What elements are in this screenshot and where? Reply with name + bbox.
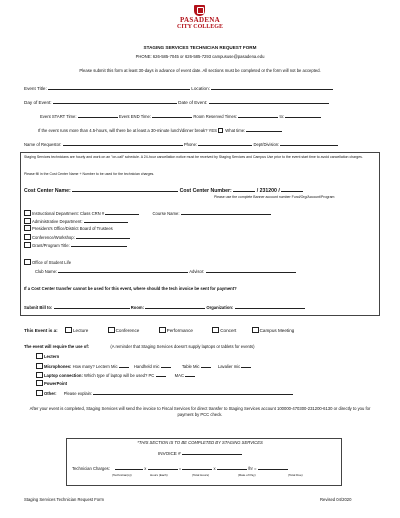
start-time-field[interactable]	[78, 112, 118, 118]
lectern-label: Lectern	[44, 354, 60, 359]
total-due-caption: (Total Due)	[288, 473, 303, 477]
lavalier-mic-field[interactable]	[241, 362, 251, 368]
what-time-field[interactable]	[246, 126, 282, 132]
date-of-event-label: Date of Event:	[178, 100, 208, 105]
end-time-field[interactable]	[152, 112, 192, 118]
room-reserved-from-field[interactable]	[238, 112, 278, 118]
grant-checkbox[interactable]	[24, 242, 31, 248]
conference-field[interactable]	[76, 233, 130, 239]
cost-center-number-label: Cost Center Number:	[179, 188, 232, 194]
lecture-label: Lecture	[72, 328, 89, 333]
cost-center-row	[24, 186, 303, 194]
microphones-checkbox[interactable]	[36, 363, 43, 369]
course-name-label: Course Name:	[152, 211, 180, 216]
college-seal-icon	[194, 5, 205, 16]
other-checkbox[interactable]	[36, 390, 43, 396]
president-label: President's Office/District Board of Trustees	[32, 226, 113, 231]
student-life-label: Office of Student Life	[32, 260, 72, 265]
submit-bill-label: Submit Bill to:	[24, 305, 53, 310]
what-time-label: What time:	[225, 128, 246, 133]
option-instructional[interactable]	[24, 209, 271, 216]
footer-left: Staging Services Technician Request Form	[24, 497, 104, 502]
rate-field[interactable]	[217, 464, 247, 470]
total-hours-field[interactable]	[182, 464, 212, 470]
lunch-break-question: If the event runs more than 4.5-hours, will there be at least a 30-minute lunch/dinner break? YES	[38, 128, 217, 133]
times-sign-2: x	[213, 466, 216, 471]
lunch-break-row	[38, 126, 282, 133]
campus-meeting-checkbox[interactable]	[252, 327, 259, 333]
grant-field[interactable]	[71, 241, 127, 247]
submit-bill-row	[24, 303, 305, 310]
organization-field[interactable]	[235, 303, 305, 309]
logo-line1: PASADENA	[180, 16, 220, 24]
hours-each-field[interactable]	[148, 464, 178, 470]
dept-label: Dept/Division:	[253, 142, 280, 147]
invoice-row	[0, 449, 400, 456]
lavalier-mic-label: Lavalier mic	[217, 364, 241, 369]
staff-section-box	[66, 438, 342, 486]
administrative-label: Administrative Department:	[32, 219, 83, 224]
laptop-reminder: (A reminder that Staging Services doesn't supply laptops or tablets for events)	[110, 344, 255, 349]
lectern-mic-field[interactable]	[119, 362, 129, 368]
equipment-heading-row	[24, 344, 255, 349]
laptop-label: Laptop connection:	[44, 373, 83, 378]
after-event-note: After your event is completed, Staging Services will send the invoice to Fiscal Services for direct transfer to Staging Services account 100000-470300-231200-6130 or directly to you for payment by PCC check.	[29, 406, 371, 417]
cost-center-program-field[interactable]	[281, 186, 303, 192]
location-label: Location:	[191, 86, 210, 91]
option-conference[interactable]	[24, 233, 130, 240]
club-name-label: Club Name:	[35, 269, 58, 274]
times-sign-1: x	[144, 466, 147, 471]
concert-checkbox[interactable]	[212, 327, 219, 333]
handheld-mic-label: Handheld mic	[133, 364, 160, 369]
total-due-field[interactable]	[258, 464, 288, 470]
table-mic-field[interactable]	[201, 362, 211, 368]
requestor-row	[24, 140, 338, 147]
organization-label: Organization:	[206, 305, 234, 310]
other-row	[36, 389, 293, 396]
other-explain-label: Please explain:	[63, 391, 93, 396]
instructional-checkbox[interactable]	[24, 210, 31, 216]
option-student-life[interactable]	[24, 259, 71, 265]
room-reserved-label: Room Reserved Times:	[193, 114, 238, 119]
course-name-field[interactable]	[181, 209, 271, 215]
conference-type-checkbox[interactable]	[108, 327, 115, 333]
administrative-field[interactable]	[84, 217, 128, 223]
powerpoint-checkbox[interactable]	[36, 380, 43, 386]
laptop-row	[36, 371, 195, 378]
lunch-yes-checkbox[interactable]	[218, 128, 223, 133]
rate-caption: (Rate of Pay)	[238, 473, 256, 477]
microphones-row	[36, 362, 251, 369]
conference-checkbox[interactable]	[24, 234, 31, 240]
lectern-row[interactable]	[36, 353, 59, 359]
class-crn-field[interactable]	[105, 209, 139, 215]
submit-bill-field[interactable]	[54, 303, 130, 309]
lectern-checkbox[interactable]	[36, 353, 43, 359]
performance-checkbox[interactable]	[159, 327, 166, 333]
laptop-type-label: Which type of laptop will be used? PC	[84, 373, 155, 378]
powerpoint-label: PowerPoint	[44, 381, 68, 386]
grant-label: Grant/Program Title:	[32, 243, 70, 248]
per-hour-label: /hr =	[247, 466, 257, 471]
equals-sign-1: =	[178, 466, 182, 471]
conference-type-label: Conference	[115, 328, 140, 333]
other-label: Other:	[44, 391, 57, 396]
technicians-field[interactable]	[115, 464, 143, 470]
location-field[interactable]	[211, 84, 333, 90]
footer-right: Revised 04/2020	[320, 497, 352, 502]
laptop-checkbox[interactable]	[36, 372, 43, 378]
lectern-mic-label: How many? Lectern Mic	[72, 364, 118, 369]
option-grant[interactable]	[24, 241, 127, 248]
cost-center-name-field[interactable]	[72, 186, 178, 192]
phone-field[interactable]	[198, 140, 252, 146]
table-mic-label: Table Mic	[181, 364, 200, 369]
room-label: Room:	[130, 305, 144, 310]
form-title: STAGING SERVICES TECHNICIAN REQUEST FORM	[143, 45, 257, 50]
club-row	[35, 267, 296, 274]
lecture-checkbox[interactable]	[65, 327, 72, 333]
advisor-label: Advisor:	[189, 269, 205, 274]
cost-center-account-value: / 231200 /	[256, 188, 280, 194]
mac-label: MAC	[174, 373, 184, 378]
hours-each-caption: Hours (Each)	[150, 473, 168, 477]
date-of-event-field[interactable]	[209, 98, 329, 104]
total-hours-caption: (Total Hours)	[192, 473, 210, 477]
option-president[interactable]	[24, 225, 113, 231]
option-administrative[interactable]	[24, 217, 128, 224]
event-type-row	[24, 327, 294, 333]
invoice-label: INVOICE #	[157, 451, 181, 456]
room-reserved-to-field[interactable]	[285, 112, 321, 118]
mac-field[interactable]	[185, 371, 195, 377]
instructional-label: Instructional Department: Class CRN #	[32, 211, 105, 216]
fill-note: Please fill in the Cost Center Name + Number to be used for the technician charges.	[24, 172, 155, 176]
end-time-label: Event END Time:	[118, 114, 152, 119]
microphones-label: Microphones:	[44, 364, 72, 369]
equipment-label: The event will require the use of:	[24, 344, 90, 349]
bill-question: If a Cost Center transfer cannot be used for this event, where should the tech invoice be sent for payment?	[24, 286, 237, 291]
technicians-caption: (Technician(s))	[112, 473, 132, 477]
charges-row	[72, 464, 288, 471]
pc-field[interactable]	[156, 371, 166, 377]
cost-center-name-label: Cost Center Name:	[24, 188, 71, 194]
event-title-field[interactable]	[48, 84, 190, 90]
room-field[interactable]	[145, 303, 205, 309]
concert-label: Concert	[220, 328, 237, 333]
president-checkbox[interactable]	[24, 225, 31, 231]
performance-label: Performance	[166, 328, 193, 333]
advisor-field[interactable]	[206, 267, 296, 273]
invoice-field[interactable]	[182, 449, 242, 455]
charges-label: Technician Charges:	[72, 466, 110, 471]
event-times-row	[40, 112, 321, 119]
start-time-label: Event START Time:	[40, 114, 77, 119]
event-title-row	[24, 84, 333, 91]
administrative-checkbox[interactable]	[24, 218, 31, 224]
banner-hint: Please use the complete Banner account number Fund/Org/Account/Program	[214, 195, 335, 199]
cost-center-fund-field[interactable]	[233, 186, 255, 192]
event-title-label: Event Title:	[24, 86, 47, 91]
event-day-row	[24, 98, 329, 105]
conference-label: Conference/Workshop:	[32, 235, 75, 240]
submission-notice: Please submit this form at least 30-days in advance of event date. All sections must be completed or the form will not be accepted.	[79, 68, 321, 73]
requestor-field[interactable]	[63, 140, 183, 146]
day-of-event-field[interactable]	[53, 98, 177, 104]
staff-section-title: *THIS SECTION IS TO BE COMPLETED BY STAGING SERVICES	[137, 440, 263, 445]
campus-meeting-label: Campus Meeting	[259, 328, 295, 333]
powerpoint-row[interactable]	[36, 380, 67, 386]
contact-line: PHONE: 626-585-7045 or 626-585-7293 campususe@pasadena.edu	[135, 54, 265, 59]
event-type-label: This Event is a:	[24, 328, 58, 333]
dept-field[interactable]	[280, 140, 338, 146]
student-life-checkbox[interactable]	[24, 259, 31, 265]
club-name-field[interactable]	[58, 267, 188, 273]
handheld-mic-field[interactable]	[161, 362, 171, 368]
day-of-event-label: Day of Event:	[24, 100, 52, 105]
requestor-label: Name of Requestor:	[24, 142, 62, 147]
to-label: to:	[279, 114, 285, 119]
logo-line2: CITY COLLEGE	[177, 24, 223, 30]
other-explain-field[interactable]	[93, 389, 293, 395]
oncall-info: Staging Services technicians are hourly and work on an "on-call" schedule. A 24-hour cancellation notice must be received by Staging Services and Campus Use prior to the event start time to avoid cancellation charges.	[24, 155, 363, 159]
phone-label: Phone:	[183, 142, 198, 147]
